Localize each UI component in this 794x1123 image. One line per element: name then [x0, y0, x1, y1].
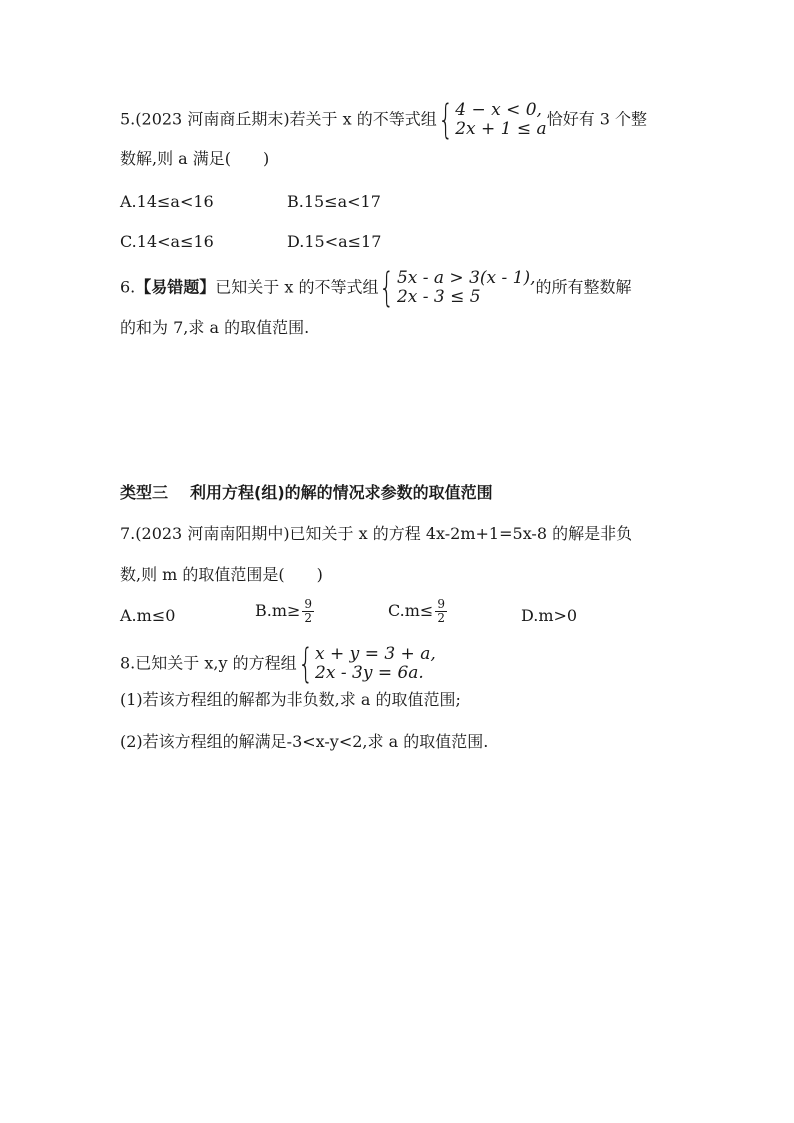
q5-post: 恰好有 3 个整: [546, 109, 648, 129]
section-title: 利用方程(组)的解的情况求参数的取值范围: [190, 483, 493, 502]
q6-row1: 5x - a > 3(x - 1),: [396, 268, 536, 288]
q6-post: 的所有整数解: [535, 277, 632, 297]
q8-part1: (1)若该方程组的解都为非负数,求 a 的取值范围;: [120, 690, 461, 709]
q8-pre: 8.已知关于 x,y 的方程组: [120, 653, 297, 673]
q7-option-b: B.m≥ $\frac{9}{2}$: [255, 597, 313, 625]
q5-pre: 5.(2023 河南商丘期末)若关于 x 的不等式组: [120, 109, 437, 129]
q8-part2: (2)若该方程组的解满足-3<x-y<2,求 a 的取值范围.: [120, 732, 489, 751]
q6-inequality-system: { 5x - a > 3(x - 1), 2x - 3 ≤ 5: [379, 265, 536, 311]
q8-equation-system: { x + y = 3 + a, 2x - 3y = 6a.: [297, 641, 436, 687]
q7-option-d: D.m>0: [521, 606, 578, 625]
q6-number: 6.: [120, 277, 136, 297]
q5-inequality-system: { 4 − x < 0, 2x + 1 ≤ a: [437, 97, 547, 143]
q7-line2: 数,则 m 的取值范围是( ): [120, 565, 323, 584]
section-label: 类型三: [120, 483, 169, 502]
q6-pre: 已知关于 x 的不等式组: [215, 277, 379, 297]
q7-line1: 7.(2023 河南南阳期中)已知关于 x 的方程 4x-2m+1=5x-8 的解是非负: [120, 524, 633, 543]
q7-option-a: A.m≤0: [120, 606, 176, 625]
q5-option-b: B.15≤a<17: [287, 192, 381, 211]
q5-option-d: D.15<a≤17: [287, 232, 382, 251]
q5-stem: [120, 97, 648, 143]
q6-tag: 【易错题】: [135, 277, 216, 297]
q5-row1: 4 − x < 0,: [455, 100, 542, 120]
q5-option-a: A.14≤a<16: [120, 192, 214, 211]
q6-row2: 2x - 3 ≤ 5: [396, 287, 481, 307]
q5-line2: 数解,则 a 满足( ): [120, 149, 270, 168]
q6-stem: [120, 265, 632, 311]
q8-row1: x + y = 3 + a,: [315, 644, 436, 664]
q5-option-c: C.14<a≤16: [120, 232, 214, 251]
q8-row2: 2x - 3y = 6a.: [315, 663, 424, 683]
q6-line2: 的和为 7,求 a 的取值范围.: [120, 318, 310, 337]
q7-option-c: C.m≤ $\frac{9}{2}$: [388, 597, 445, 625]
q7-option-b-fraction: $\frac{9}{2}$: [304, 597, 313, 625]
q8-stem: [120, 641, 436, 687]
q7-option-c-fraction: $\frac{9}{2}$: [437, 597, 445, 625]
section-heading: [120, 481, 493, 505]
q5-row2: 2x + 1 ≤ a: [455, 119, 547, 139]
